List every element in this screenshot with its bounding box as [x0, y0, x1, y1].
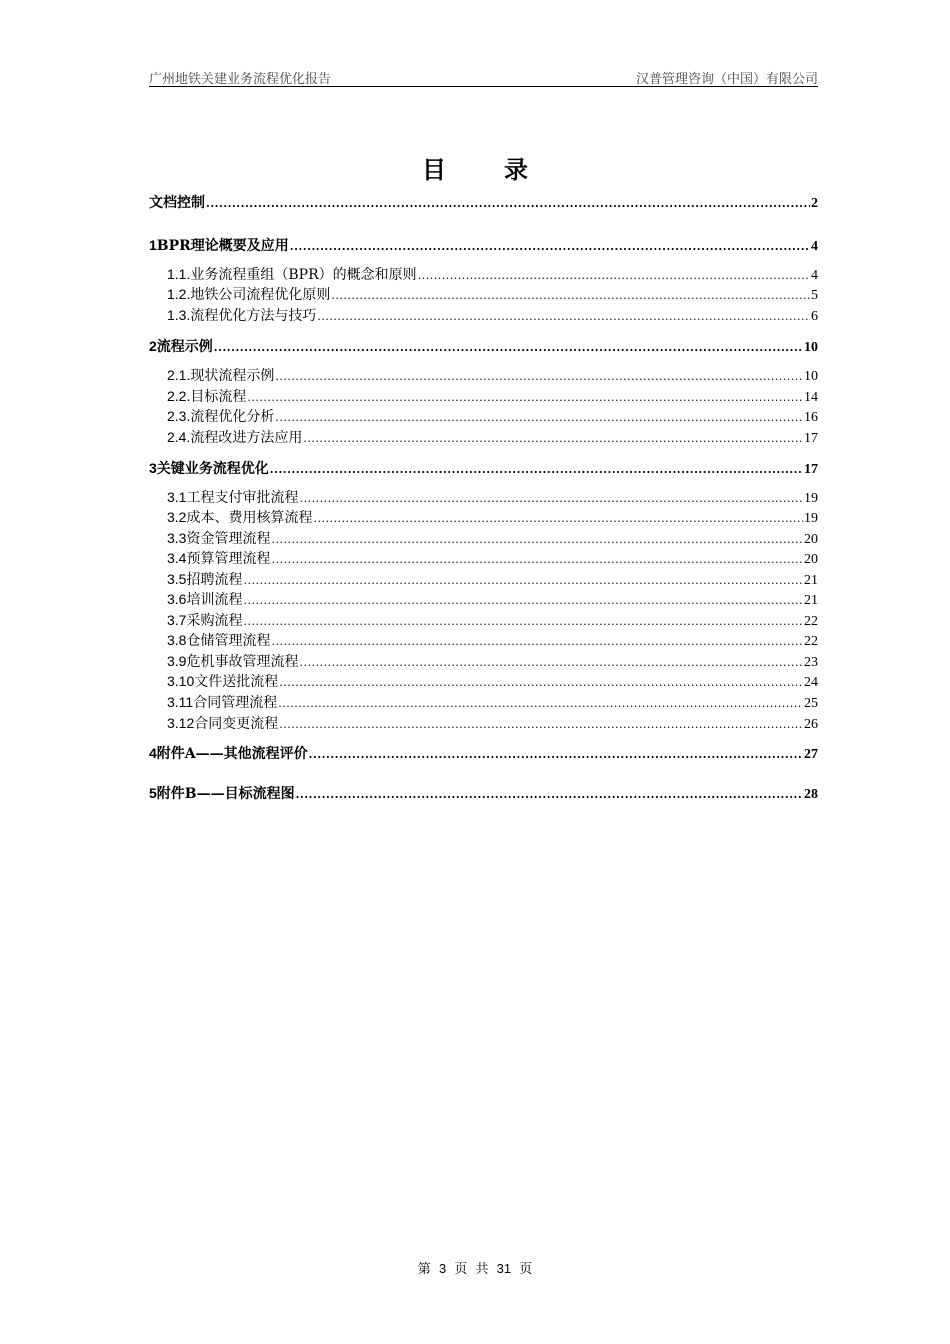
toc-entry-label: 关键业务流程优化 [156, 461, 269, 477]
footer-prefix: 第 [417, 1262, 431, 1277]
toc-entry-label: 附件B——目标流程图 [156, 786, 295, 802]
toc-entry-number: 2.3. [167, 408, 191, 424]
toc-leader-dots [275, 409, 803, 427]
toc-entry-number: 1.1. [167, 266, 191, 282]
toc-entry-label: 流程优化分析 [190, 409, 275, 425]
toc-entry[interactable] [149, 549, 818, 569]
toc-entry-number: 4 [149, 745, 157, 761]
toc-entry[interactable] [149, 529, 818, 549]
toc-entry[interactable] [149, 611, 818, 631]
toc-entry[interactable] [149, 714, 818, 734]
toc-entry-page: 21 [804, 593, 818, 608]
footer-suffix: 页 [519, 1262, 533, 1277]
toc-entry-number: 1.3. [167, 307, 191, 323]
page-footer [0, 1258, 950, 1277]
toc-entry[interactable] [149, 285, 818, 305]
toc-leader-dots [296, 786, 803, 804]
toc-entry[interactable] [149, 387, 818, 407]
toc-entry-label: 采购流程 [186, 613, 243, 629]
toc-entry-page: 6 [811, 309, 818, 324]
toc-entry[interactable] [149, 366, 818, 386]
toc-entry-label: 文件送批流程 [194, 674, 279, 690]
toc-entry-number: 3 [149, 460, 157, 476]
toc-leader-dots [271, 551, 803, 569]
toc-entry-page: 24 [804, 675, 818, 690]
toc-entry[interactable] [149, 407, 818, 427]
toc-entry-number: 3.4 [167, 550, 187, 566]
footer-mid: 页 共 [454, 1262, 489, 1277]
toc-entry-page: 20 [804, 532, 818, 547]
toc-entry-label: 目标流程 [190, 389, 247, 405]
toc-entry-label: 资金管理流程 [186, 531, 271, 547]
toc-entry-page: 28 [804, 787, 818, 802]
toc-leader-dots [247, 389, 803, 407]
toc-entry[interactable] [149, 784, 818, 804]
toc-entry-label: 成本、费用核算流程 [186, 510, 313, 526]
toc-entry[interactable] [149, 428, 818, 448]
toc-entry[interactable] [149, 590, 818, 610]
page-header [149, 66, 818, 87]
toc-leader-dots [271, 633, 803, 651]
toc-entry[interactable] [149, 631, 818, 651]
toc-leader-dots [299, 490, 803, 508]
toc-entry[interactable] [149, 236, 818, 256]
toc-entry-number: 2.1. [167, 367, 191, 383]
toc-entry[interactable] [149, 194, 818, 213]
toc-entry[interactable] [149, 744, 818, 764]
toc-entry-label: 流程示例 [156, 339, 213, 355]
toc-entry-number: 3.3 [167, 530, 187, 546]
header-report-title: 广州地铁关建业务流程优化报告 [149, 72, 332, 87]
toc-leader-dots [279, 716, 803, 734]
toc-entry-number: 2.2. [167, 388, 191, 404]
toc-entry[interactable] [149, 508, 818, 528]
toc-leader-dots [275, 368, 803, 386]
header-company-name: 汉普管理咨询（中国）有限公司 [635, 72, 818, 87]
toc-entry-page: 10 [804, 340, 818, 355]
toc-entry[interactable] [149, 693, 818, 713]
toc-leader-dots [313, 510, 803, 528]
toc-entry-label: 危机事故管理流程 [186, 654, 299, 670]
toc-entry-number: 3.12 [167, 715, 195, 731]
toc-entry-page: 22 [804, 614, 818, 629]
toc-entry-label: 附件A——其他流程评价 [156, 746, 308, 762]
toc-entry[interactable] [149, 337, 818, 357]
toc-entry-number: 3.5 [167, 571, 187, 587]
toc-entry-label: 现状流程示例 [190, 368, 275, 384]
footer-current-page: 3 [438, 1261, 447, 1276]
toc-entry-page: 25 [804, 696, 818, 711]
toc-leader-dots [214, 339, 803, 357]
toc-entry-page: 22 [804, 634, 818, 649]
toc-entry-page: 21 [804, 573, 818, 588]
toc-entry-label: BPR理论概要及应用 [156, 238, 289, 254]
toc-entry-page: 17 [804, 462, 818, 477]
toc-entry-number: 5 [149, 785, 157, 801]
toc-leader-dots [243, 613, 803, 631]
toc-leader-dots [290, 238, 810, 256]
toc-leader-dots [279, 674, 803, 692]
toc-entry[interactable] [149, 488, 818, 508]
toc-entry-page: 26 [804, 717, 818, 732]
toc-entry-number: 1.2. [167, 286, 191, 302]
toc-entry-label: 流程改进方法应用 [190, 430, 303, 446]
toc-entry-number: 1 [149, 237, 157, 253]
toc-entry-page: 20 [804, 552, 818, 567]
toc-entry-page: 23 [804, 655, 818, 670]
toc-leader-dots [299, 654, 803, 672]
toc-entry-page: 4 [811, 268, 818, 283]
toc-entry-label: 业务流程重组（BPR）的概念和原则 [190, 267, 417, 283]
toc-entry-number: 3.9 [167, 653, 187, 669]
toc-entry[interactable] [149, 265, 818, 285]
toc-entry-label: 文档控制 [149, 195, 205, 211]
toc-entry-number: 3.1 [167, 489, 187, 505]
toc-entry-page: 19 [804, 491, 818, 506]
toc-leader-dots [317, 308, 810, 326]
toc-entry[interactable] [149, 306, 818, 326]
toc-entry-page: 4 [811, 239, 818, 254]
toc-leader-dots [303, 430, 803, 448]
toc-leader-dots [243, 592, 803, 610]
toc-title: 目录 [422, 156, 586, 184]
toc-entry-label: 地铁公司流程优化原则 [190, 287, 331, 303]
toc-leader-dots [331, 287, 810, 305]
toc-entry[interactable] [149, 652, 818, 672]
toc-entry-number: 3.10 [167, 673, 195, 689]
toc-entry-page: 14 [804, 390, 818, 405]
toc-leader-dots [271, 531, 803, 549]
toc-entry-page: 27 [804, 747, 818, 762]
toc-entry-label: 仓储管理流程 [186, 633, 271, 649]
toc-entry-page: 5 [811, 288, 818, 303]
toc-entry-page: 2 [811, 196, 818, 211]
toc-entry-page: 19 [804, 511, 818, 526]
toc-entry-label: 合同管理流程 [193, 695, 278, 711]
toc-entry-page: 17 [804, 431, 818, 446]
toc-entry-number: 3.8 [167, 632, 187, 648]
toc-entry-label: 培训流程 [186, 592, 243, 608]
toc-entry-number: 3.2 [167, 509, 187, 525]
toc-entry-number: 3.6 [167, 591, 187, 607]
toc-entry-label: 工程支付审批流程 [186, 490, 299, 506]
toc-entry-number: 2.4. [167, 429, 191, 445]
toc-entry-label: 流程优化方法与技巧 [190, 308, 317, 324]
toc-entry-number: 3.11 [167, 694, 194, 710]
toc-entry[interactable] [149, 459, 818, 479]
toc-leader-dots [243, 572, 803, 590]
toc-entry-page: 10 [804, 369, 818, 384]
toc-leader-dots [278, 695, 803, 713]
toc-entry-number: 3.7 [167, 612, 187, 628]
toc-entry-page: 16 [804, 410, 818, 425]
toc-entry[interactable] [149, 570, 818, 590]
toc-entry[interactable] [149, 672, 818, 692]
footer-total-pages: 31 [496, 1261, 512, 1276]
toc-entry-label: 合同变更流程 [194, 716, 279, 732]
toc-entry-label: 预算管理流程 [186, 551, 271, 567]
toc-leader-dots [309, 746, 803, 764]
toc-leader-dots [270, 461, 803, 479]
toc-entry-number: 2 [149, 338, 157, 354]
toc-leader-dots [418, 267, 810, 285]
toc-entry-label: 招聘流程 [186, 572, 243, 588]
toc-leader-dots [206, 195, 810, 213]
